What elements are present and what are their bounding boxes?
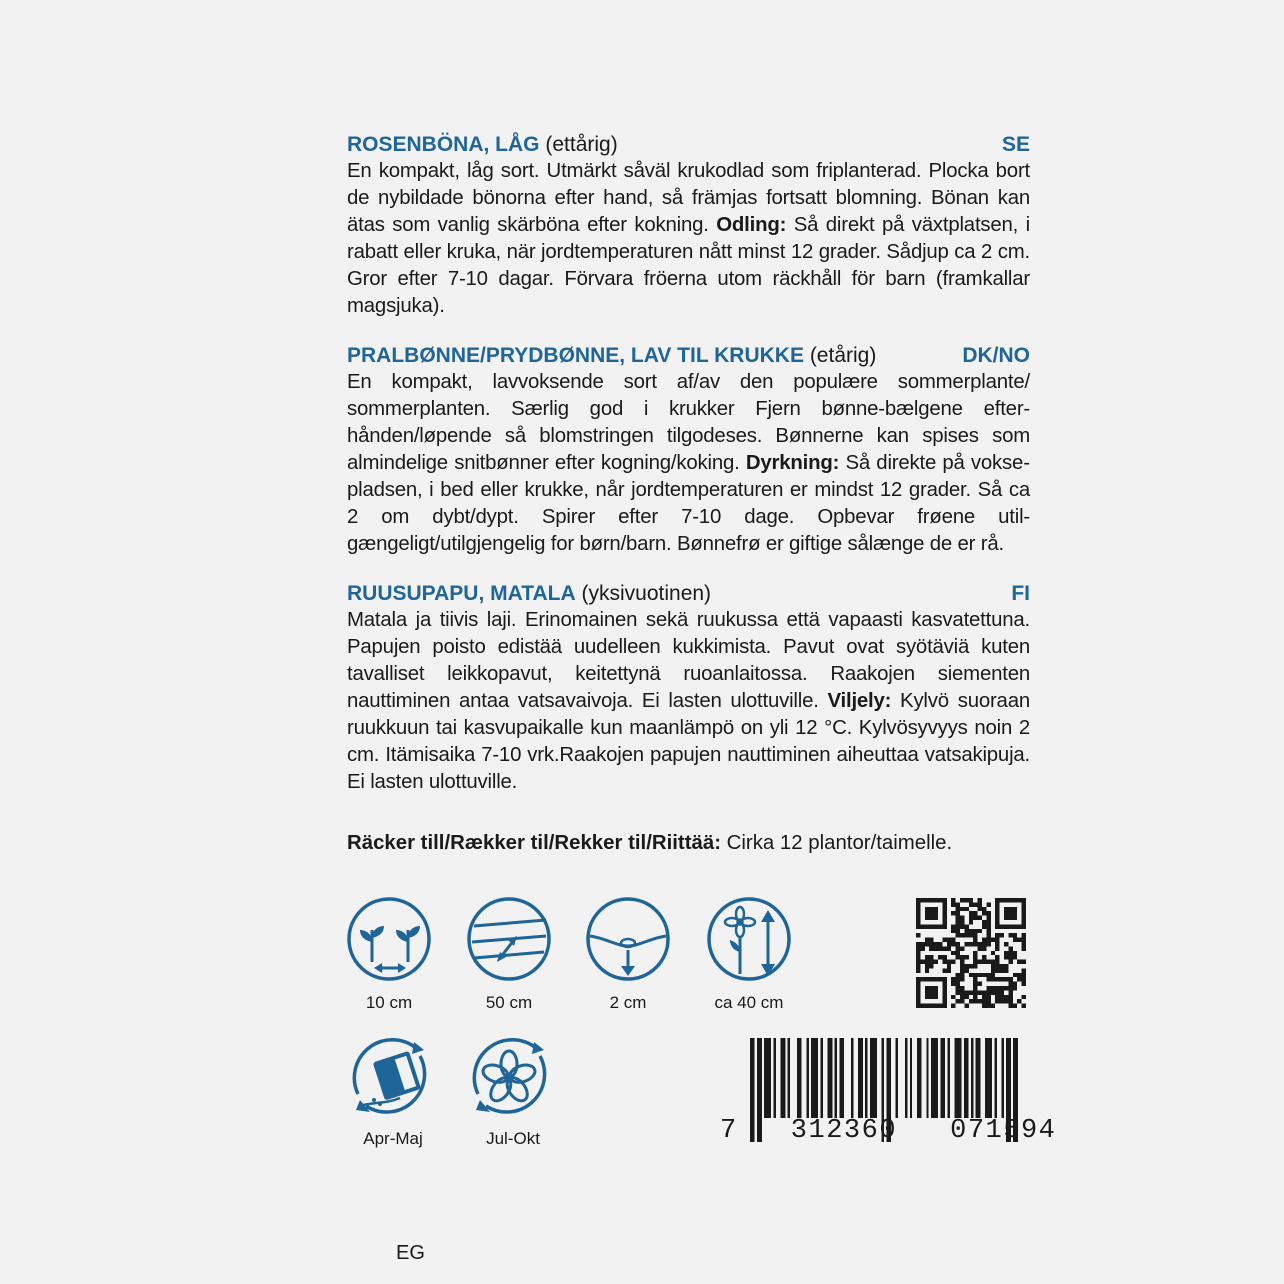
language-code: DK/NO — [962, 344, 1030, 367]
plant-height-icon — [706, 896, 792, 982]
plant-spacing-label: 10 cm — [365, 993, 413, 1012]
sowing-depth-label: 2 cm — [609, 993, 647, 1012]
section-subtitle: (etårig) — [809, 344, 877, 367]
content — [347, 131, 1030, 818]
section-header — [347, 580, 1030, 607]
section-header — [347, 342, 1030, 369]
row-spacing-label: 50 cm — [485, 993, 533, 1012]
qr-code — [916, 898, 1026, 1008]
barcode-number: 7 312360 071594 — [720, 1116, 1057, 1146]
section-text: Matala ja tiivis laji. Erinomainen sekä ruukussa että vapaasti kasvatettuna. Papujen poisto edistää uudelleen kukkimista. Pavut ovat syötäviä kuten tavalliset leikkopavut, keitettynä ruoanlaitossa. Raakojen siementen nauttiminen antaa vatsavaivoja. Ei lasten ulottuville. Viljely: Kylvö suoraan ruukkuun tai kasvupaikalle kun maanlämpö on yli 12 °C. Kylvösyvyys noin 2 cm. Itämisaika 7-10 vrk.Raakojen papujen nauttiminen aiheuttaa vatsakipuja. Ei lasten ulottuville. — [347, 609, 1030, 793]
barcode — [720, 1038, 1057, 1148]
yield-label: Räcker till/Rækker til/Rekker til/Riittää: — [347, 832, 721, 854]
section-title: ROSENBÖNA, LÅG — [347, 133, 540, 156]
sowing-depth-icon — [585, 896, 671, 982]
section-title: PRALBØNNE/PRYDBØNNE, LAV TIL KRUKKE — [347, 344, 804, 367]
flowering-time-label: Jul-Okt — [486, 1129, 540, 1148]
section-fi — [347, 580, 1030, 796]
sowing-time-label: Apr-Maj — [363, 1129, 423, 1148]
plant-spacing-icon — [346, 896, 432, 982]
plant-height-label: ca 40 cm — [714, 993, 784, 1012]
row-spacing-icon — [466, 896, 552, 982]
section-text: En kompakt, låg sort. Utmärkt såväl krukodlad som friplanterad. Plocka bort de nybildade bönorna efter hand, så främjas fortsatt blomning. Bönan kan ätas som vanlig skärböna efter kokning. Odling: Så direkt på växtplatsen, i rabatt eller kruka, när jordtemperaturen nått minst 12 grader. Sådjup ca 2 cm. Gror efter 7-10 dagar. Förvara fröerna utom räckhåll för barn (framkallar magsjuka). — [347, 160, 1030, 317]
flowering-time-icon — [466, 1034, 552, 1120]
section-dk-no — [347, 342, 1030, 558]
language-code: FI — [1011, 582, 1030, 605]
section-header — [347, 131, 1030, 158]
cultivation-label: Dyrkning: — [745, 452, 840, 474]
section-subtitle: (yksivuotinen) — [581, 582, 712, 605]
yield-value: Cirka 12 plantor/taimelle. — [720, 832, 953, 854]
sowing-time-icon — [346, 1034, 432, 1120]
section-se — [347, 131, 1030, 320]
section-text: En kompakt, lavvoksende sort af/av den populære sommerplante/ sommerplanten. Særlig god i krukker Fjern bønne-bælgene efter-hånden/løpende så blomstringen tilgodeses. Bønnerne kan spises som almindelige snitbønner efter kogning/koking. Dyrkning: Så direkte på voksepladsen, i bed eller krukke, når jordtemperaturen er mindst 12 grader. Så ca 2 om dybt/dypt. Spirer efter 7-10 dage. Opbevar frøene util-gængeligt/utilgjengelig for børn/barn. Bønnefrø er giftige sålænge de er rå. — [347, 371, 1030, 555]
cultivation-label: Viljely: — [827, 690, 892, 712]
yield-info — [347, 830, 952, 857]
footer-code: EG — [396, 1242, 425, 1264]
section-subtitle: (ettårig) — [545, 133, 618, 156]
section-title: RUUSUPAPU, MATALA — [347, 582, 576, 605]
cultivation-label: Odling: — [716, 214, 787, 236]
language-code: SE — [1001, 133, 1030, 156]
